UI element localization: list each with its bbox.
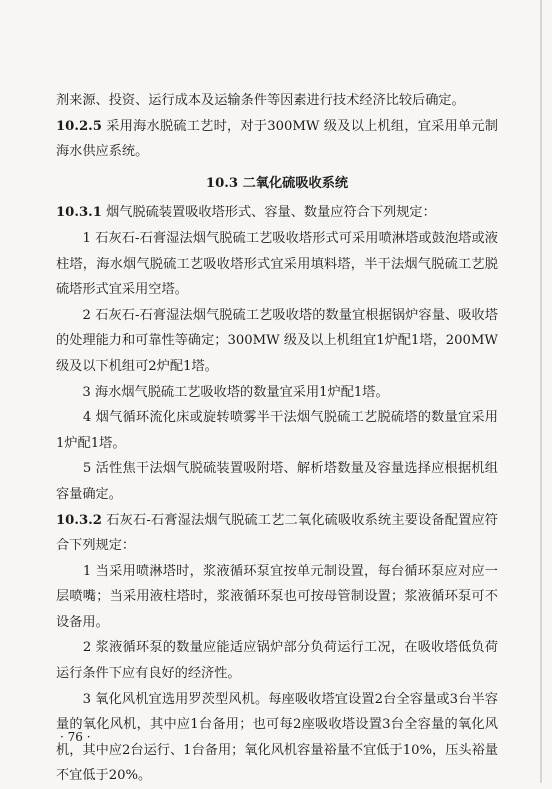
paragraph — [56, 303, 498, 380]
paragraph — [56, 508, 498, 559]
paragraph — [56, 687, 498, 789]
clause-number: 10.3.1 — [56, 205, 102, 221]
paragraph — [56, 380, 498, 406]
paragraph-text: 4 烟气循环流化床或旋转喷雾半干法烟气脱硫工艺脱硫塔的数量宜采用1炉配1塔。 — [56, 410, 498, 451]
paragraph — [56, 200, 498, 226]
paragraph-text: 采用海水脱硫工艺时，对于300MW 级及以上机组，宜采用单元制海水供应系统。 — [56, 118, 498, 160]
page-number: · 76 · — [60, 730, 91, 744]
paragraph — [56, 226, 498, 303]
paragraph-text: 1 石灰石-石膏湿法烟气脱硫工艺吸收塔形式可采用喷淋塔或鼓泡塔或液柱塔，海水烟气脱硫工艺吸收塔形式宜采用填料塔，半干法烟气脱硫工艺脱硫塔形式宜采用空塔。 — [56, 230, 498, 298]
paragraph — [56, 88, 498, 114]
paragraph-text: 烟气脱硫装置吸收塔形式、容量、数量应符合下列规定： — [101, 205, 436, 221]
paragraph — [56, 559, 498, 636]
paragraph-text: 10.3 二氧化硫吸收系统 — [205, 175, 349, 191]
paragraph-text: 1 当采用喷淋塔时，浆液循环泵宜按单元制设置，每台循环泵应对应一层喷嘴；当采用液柱塔时，浆液循环泵也可按母管制设置；浆液循环泵可不设备用。 — [56, 563, 498, 630]
section-title — [56, 171, 498, 197]
paragraph — [56, 456, 498, 507]
paragraph-text: 3 氧化风机宜选用罗茨型风机。每座吸收塔宜设置2台全容量或3台半容量的氧化风机，其中应1台备用；也可每2座吸收塔设置3台全容量的氧化风机，其中应2台运行、1台备用；氧化风机容量裕量不宜低于10%，压头裕量不宜低于20%。 — [56, 691, 498, 784]
paragraph-text: 石灰石-石膏湿法烟气脱硫工艺二氧化硫吸收系统主要设备配置应符合下列规定： — [56, 512, 498, 554]
clause-number: 10.3.2 — [56, 512, 102, 528]
paragraph — [56, 635, 498, 686]
page-edge — [540, 0, 542, 783]
paragraph — [56, 114, 498, 165]
paragraph-text: 2 浆液循环泵的数量应能适应锅炉部分负荷运行工况，在吸收塔低负荷运行条件下应有良好的经济性。 — [56, 640, 498, 682]
text-column — [56, 88, 498, 789]
paragraph-text: 2 石灰石-石膏湿法烟气脱硫工艺吸收塔的数量宜根据锅炉容量、吸收塔的处理能力和可靠性等确定；300MW 级及以上机组宜1炉配1塔，200MW 级及以下机组可2炉配1塔。 — [56, 307, 498, 374]
clause-number: 10.2.5 — [56, 118, 102, 134]
paragraph-text: 剂来源、投资、运行成本及运输条件等因素进行技术经济比较后确定。 — [56, 93, 465, 108]
paragraph-text: 5 活性焦干法烟气脱硫装置吸附塔、解析塔数量及容量选择应根据机组容量确定。 — [56, 461, 498, 502]
paragraph-text: 3 海水烟气脱硫工艺吸收塔的数量宜采用1炉配1塔。 — [56, 384, 389, 400]
paragraph — [56, 405, 498, 456]
